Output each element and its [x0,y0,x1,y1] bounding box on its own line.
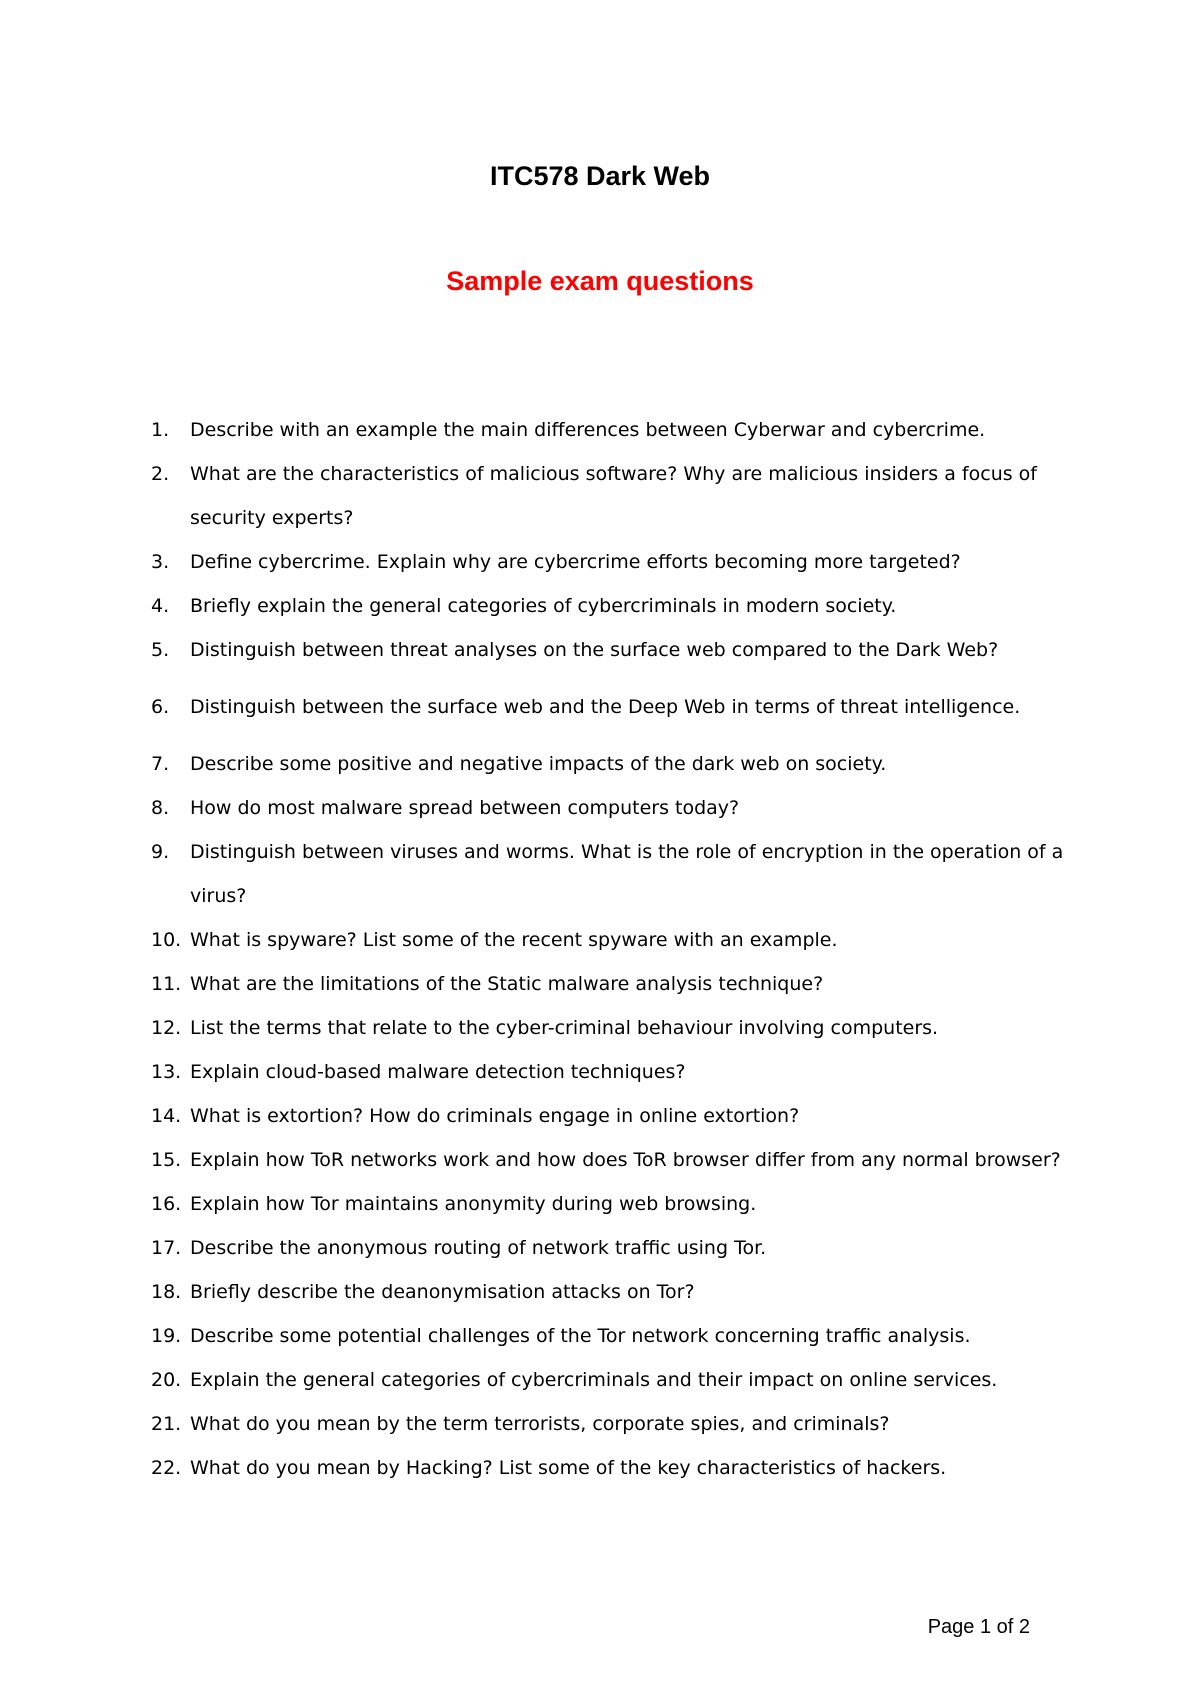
question-number: 19. [151,1325,182,1347]
question-item [0,1402,1200,1446]
question-text: What are the limitations of the Static malware analysis technique? [190,973,824,995]
question-item [0,1358,1200,1402]
question-text: What is extortion? How do criminals engage in online extortion? [190,1105,800,1127]
question-number: 13. [151,1061,182,1083]
question-text: List the terms that relate to the cyber-criminal behaviour involving computers. [190,1017,939,1039]
question-item [0,584,1200,628]
question-number: 20. [151,1369,182,1391]
question-list [0,408,1200,1490]
question-number: 4. [151,595,170,617]
question-item [0,452,1200,540]
question-text: What do you mean by Hacking? List some of the key characteristics of hackers. [190,1457,947,1479]
question-text: Describe some positive and negative impacts of the dark web on society. [190,753,887,775]
question-item [0,1314,1200,1358]
question-number: 21. [151,1413,182,1435]
question-text: Describe with an example the main differences between Cyberwar and cybercrime. [190,419,986,441]
question-number: 6. [151,696,170,718]
question-item [0,1050,1200,1094]
question-text: Briefly explain the general categories of cybercriminals in modern society. [190,595,897,617]
question-number: 5. [151,639,170,661]
question-number: 22. [151,1457,182,1479]
question-item [0,408,1200,452]
question-item [0,830,1200,918]
question-number: 12. [151,1017,182,1039]
question-item [0,1138,1200,1182]
question-item [0,540,1200,584]
question-number: 1. [151,419,170,441]
page-number: Page 1 of 2 [927,1616,1030,1638]
question-item [0,685,1200,729]
question-number: 2. [151,463,170,485]
question-text: What do you mean by the term terrorists, corporate spies, and criminals? [190,1413,890,1435]
question-number: 10. [151,929,182,951]
question-item [0,786,1200,830]
question-text: Distinguish between the surface web and the Deep Web in terms of threat intelligence. [190,696,1021,718]
question-number: 3. [151,551,170,573]
question-item [0,1006,1200,1050]
question-text: How do most malware spread between computers today? [190,797,740,819]
question-item [0,1226,1200,1270]
question-text: What is spyware? List some of the recent spyware with an example. [190,929,838,951]
question-number: 8. [151,797,170,819]
question-text: Describe some potential challenges of the Tor network concerning traffic analysis. [190,1325,971,1347]
question-text: Explain how ToR networks work and how does ToR browser differ from any normal browser? [190,1149,1061,1171]
question-number: 14. [151,1105,182,1127]
question-text: Explain how Tor maintains anonymity during web browsing. [190,1193,757,1215]
question-number: 7. [151,753,170,775]
question-number: 18. [151,1281,182,1303]
question-text: Describe the anonymous routing of network traffic using Tor. [190,1237,767,1259]
document-title: ITC578 Dark Web [489,161,711,191]
question-number: 9. [151,841,170,863]
question-item [0,918,1200,962]
question-item [0,1182,1200,1226]
document-subtitle: Sample exam questions [446,266,754,296]
question-text: What are the characteristics of malicious software? Why are malicious insiders a focus of security experts? [190,463,1037,529]
question-text: Briefly describe the deanonymisation attacks on Tor? [190,1281,695,1303]
question-item [0,962,1200,1006]
question-text: Distinguish between threat analyses on the surface web compared to the Dark Web? [190,639,999,661]
question-text: Distinguish between viruses and worms. What is the role of encryption in the operation of a virus? [190,841,1064,907]
question-item [0,742,1200,786]
question-number: 17. [151,1237,182,1259]
question-number: 16. [151,1193,182,1215]
question-item [0,1270,1200,1314]
question-number: 15. [151,1149,182,1171]
question-text: Explain the general categories of cybercriminals and their impact on online services. [190,1369,998,1391]
question-item [0,1446,1200,1490]
question-text: Explain cloud-based malware detection techniques? [190,1061,686,1083]
question-number: 11. [151,973,182,995]
question-text: Define cybercrime. Explain why are cybercrime efforts becoming more targeted? [190,551,961,573]
question-item [0,1094,1200,1138]
question-item [0,628,1200,672]
